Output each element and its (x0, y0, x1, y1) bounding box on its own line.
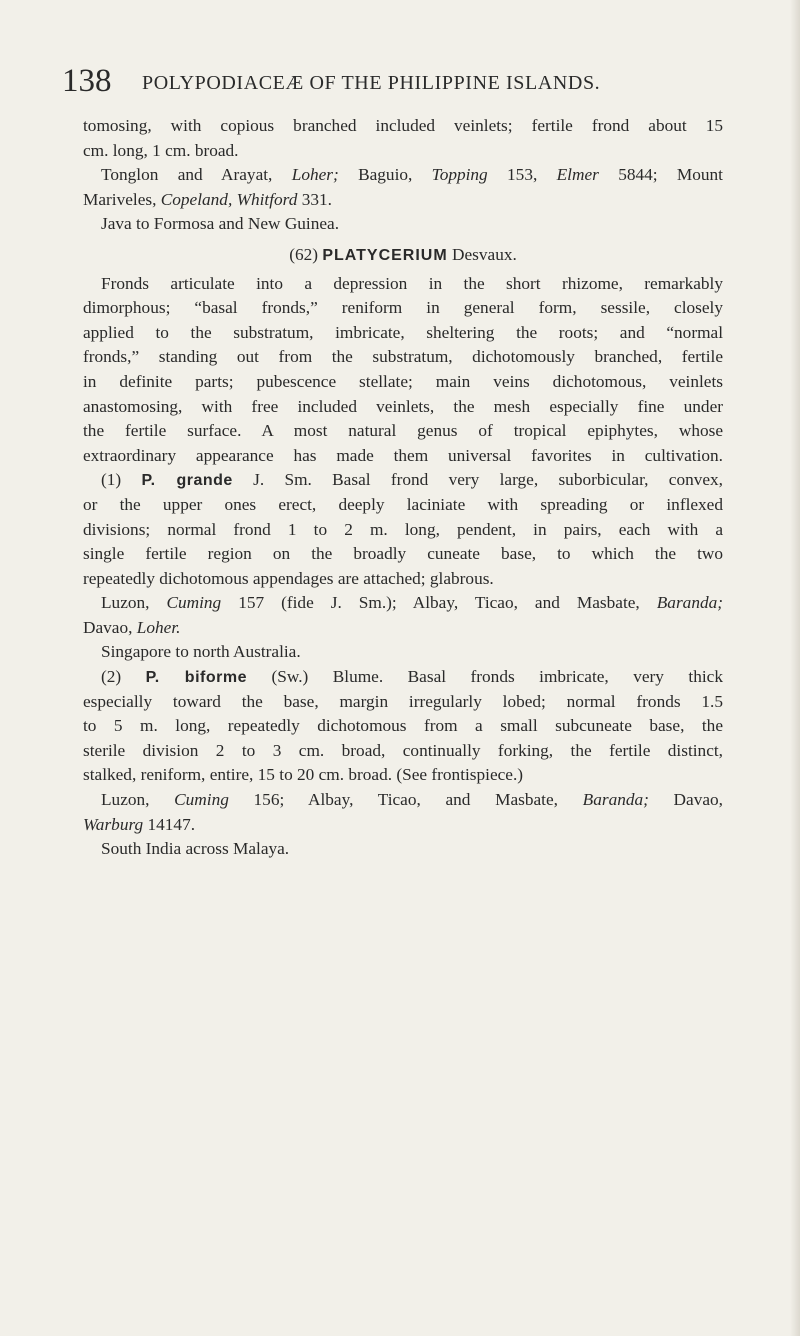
text-line: especially toward the base, margin irregularly lobed; normal fronds 1.5 (83, 691, 723, 711)
body-text (83, 114, 723, 862)
text-line: stalked, reniform, entire, 15 to 20 cm. broad. (See frontispiece.) (83, 765, 524, 785)
text-line: divisions; normal frond 1 to 2 m. long, pendent, in pairs, each with a (83, 519, 723, 539)
text-line: sterile division 2 to 3 cm. broad, continually forking, the fertile distinct, (83, 740, 723, 760)
text-line: anastomosing, with free included veinlets, the mesh especially fine under (83, 396, 723, 416)
text-line: the fertile surface. A most natural genus of tropical epiphytes, whose (83, 421, 723, 441)
text-line: fronds,” standing out from the substratum, dichotomously branched, fertile (83, 347, 723, 367)
genus-name: PLATYCERIUM (322, 246, 448, 264)
text-line: Luzon, Cuming 157 (fide J. Sm.); Albay, Ticao, and Masbate, Baranda; (101, 593, 723, 613)
text-line: dimorphous; “basal fronds,” reniform in general form, sessile, closely (83, 298, 723, 318)
running-head: POLYPODIACEÆ OF THE PHILIPPINE ISLANDS. (142, 72, 601, 94)
text-line: Java to Formosa and New Guinea. (101, 214, 340, 234)
text-line: Warburg 14147. (83, 814, 196, 834)
text-line: in definite parts; pubescence stellate; main veins dichotomous, veinlets (83, 371, 723, 391)
text-line: Singapore to north Australia. (101, 642, 301, 662)
species-entry: (1) P. grande J. Sm. Basal frond very large, suborbicular, convex, (101, 470, 724, 490)
text-line: tomosing, with copious branched included veinlets; fertile frond about 15 (83, 116, 723, 135)
species-entry: (2) P. biforme (Sw.) Blume. Basal fronds imbricate, very thick (101, 667, 723, 687)
text-line: single fertile region on the broadly cuneate base, to which the two (83, 544, 723, 564)
text-line: Davao, Loher. (83, 617, 181, 637)
text-line: applied to the substratum, imbricate, sheltering the roots; and “normal (83, 322, 723, 342)
page-edge-shadow (790, 0, 800, 1336)
genus-heading: (62) PLATYCERIUM Desvaux. (289, 244, 517, 264)
page-header (62, 62, 702, 102)
species-name: P. biforme (145, 669, 247, 687)
text-line: extraordinary appearance has made them universal favorites in cultivation. (83, 445, 723, 465)
text-line: Mariveles, Copeland, Whitford 331. (83, 189, 332, 209)
text-line: Luzon, Cuming 156; Albay, Ticao, and Masbate, Baranda; Davao, (101, 790, 723, 810)
species-name: P. grande (141, 472, 233, 490)
text-line: repeatedly dichotomous appendages are attached; glabrous. (83, 568, 494, 588)
text-line: Fronds articulate into a depression in the short rhizome, remarkably (101, 273, 723, 293)
text-line: Tonglon and Arayat, Loher; Baguio, Topping 153, Elmer 5844; Mount (101, 165, 723, 185)
text-line: or the upper ones erect, deeply laciniate with spreading or inflexed (83, 494, 723, 514)
text-line: cm. long, 1 cm. broad. (83, 140, 239, 160)
text-line: to 5 m. long, repeatedly dichotomous from a small subcuneate base, the (83, 716, 723, 736)
page-number: 138 (62, 63, 112, 99)
text-line: South India across Malaya. (101, 839, 290, 859)
